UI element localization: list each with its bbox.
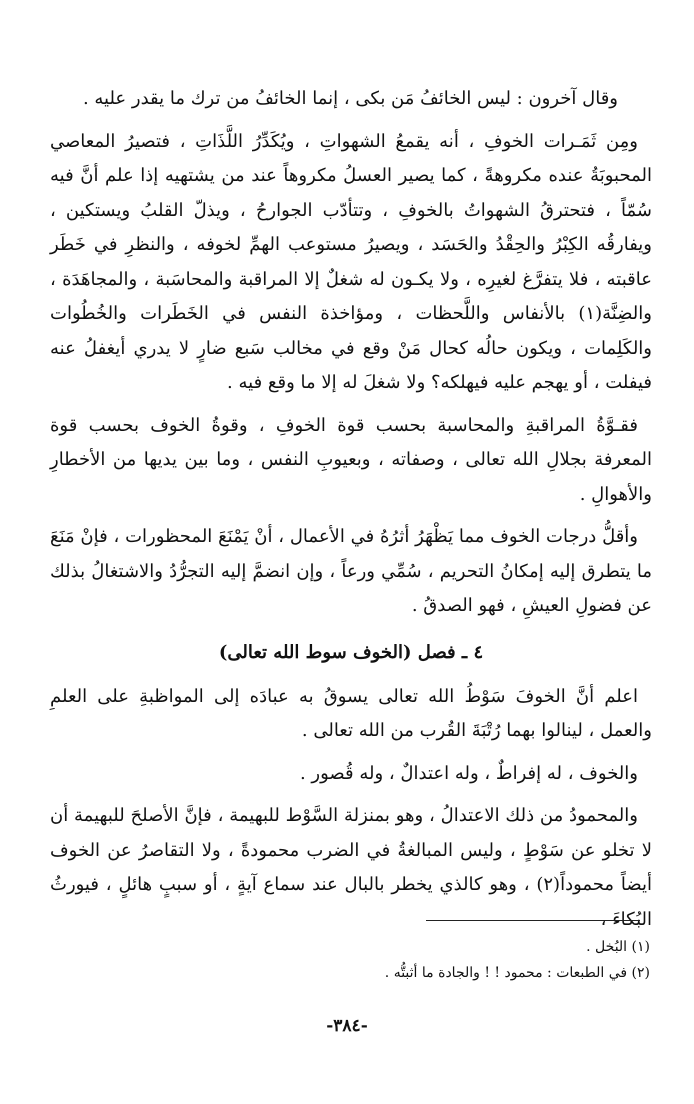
footnote-divider xyxy=(426,920,640,921)
footnote-2: (٢) في الطبعات : محمود ! ! والجادة ما أثبتُّه . xyxy=(384,965,650,981)
spacer xyxy=(50,624,652,632)
paragraph-7: والمحمودُ من ذلك الاعتدالُ ، وهو بمنزلة السَّوْط للبهيمة ، فإنَّ الأصلحَ للبهيمة أن لا تخلو عن سَوْطٍ ، وليس المبالغةُ في الضرب محمودةً ، ولا التقاصرُ عن الخوف أيضاً محموداً(٢) ، وهو كالذي يخطر بالبال عند سماع آيةٍ ، أو سببٍ هائلٍ ، فيورثُ البُكاءَ ، xyxy=(50,805,652,930)
spacer xyxy=(50,512,652,520)
spacer xyxy=(50,749,652,757)
spacer xyxy=(50,117,652,125)
paragraph-6: والخوف ، له إفراطٌ ، وله اعتدالٌ ، وله قُصور . xyxy=(299,762,638,784)
paragraph-5: اعلم أنَّ الخوفَ سَوْطُ الله تعالى يسوقُ به عبادَه إلى المواظبةِ على العلمِ والعمل ، لينالوا بهما رُتْبَةَ القُرب من الله تعالى . xyxy=(50,685,652,741)
page-number: -٣٨٤- xyxy=(326,1016,368,1036)
paragraph-3: فقـوَّةُ المراقبةِ والمحاسبة بحسب قوة الخوفِ ، وقوةُ الخوف بحسب قوة المعرفة بجلالِ الله تعالى ، وصفاته ، وبعيوبِ النفس ، وما بين يديها من الأخطارِ والأهوالِ . xyxy=(50,414,652,505)
section-heading: ٤ ـ فصل (الخوف سوط الله تعالى) xyxy=(218,641,484,663)
paragraph-4: وأقلُّ درجات الخوف مما يَظْهَرُ أثرُهُ في الأعمال ، أنْ يَمْنَعَ المحظورات ، فإنْ مَنَعَ ما يتطرق إليه إمكانُ التحريم ، سُمِّي ورعاً ، وإن انضمَّ إليه التجرُّدُ والاشتغالُ بذلك عن فضولِ العيشِ ، فهو الصدقُ . xyxy=(50,526,652,616)
paragraph-2: ومِن ثَمَـرات الخوفِ ، أنه يقمعُ الشهواتِ ، ويُكَدِّرُ اللَّذَاتِ ، فتصيرُ المعاصي المحبوبَةُ عنده مكروهةً ، كما يصير العسلُ مكروهاً عند من يشتهيه إذا علم أنَّ فيه سُمّاً ، فتحترقُ الشهواتُ بالخوفِ ، وتتأدّب الجوارحُ ، ويذلّ القلبُ ويستكين ، ويفارقُه الكِبْرُ والحِقْدُ والحَسَد ، ويصيرُ مستوعب الهمِّ لخوفه ، والنظرِ في خَطَر عاقبته ، فلا يتفرَّغ لغيرِه ، ولا يكـون له شغلٌ إلا المراقبة والمحاسَبة ، والمجاهَدَة ، والضِنَّة(١) بالأنفاس واللَّحظات ، ومؤاخذة النفس في الخَطَرات والخُطُوات والكَلِمات ، ويكون حالُه كحال مَنْ وقع في مخالب سَبع ضارٍ لا يدري أيغفلُ عنه فيفلت ، أو يهجم عليه فيهلكه؟ ولا شغلَ له إلا ما وقع فيه . xyxy=(50,130,652,393)
spacer xyxy=(50,401,652,409)
footnotes xyxy=(50,934,650,986)
footnote-1: (١) البُخل . xyxy=(586,939,650,955)
paragraph-1: وقال آخرون : ليس الخائفُ مَن بكى ، إنما الخائفُ من ترك ما يقدر عليه . xyxy=(82,88,618,109)
main-text xyxy=(50,82,652,937)
spacer xyxy=(50,791,652,799)
